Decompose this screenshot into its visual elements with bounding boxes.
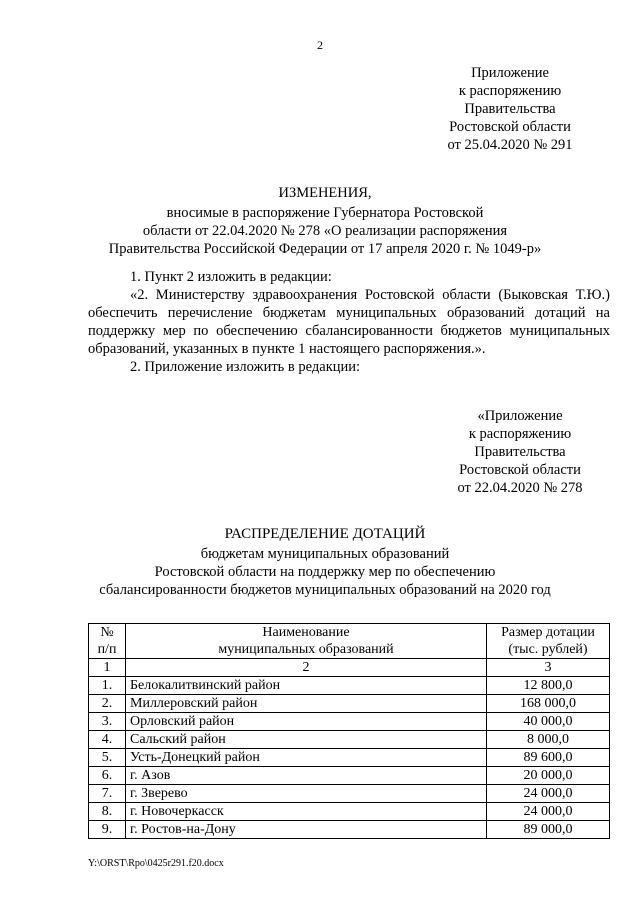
- appendix-line: Приложение: [471, 65, 549, 81]
- appendix-line: Ростовской области: [449, 119, 571, 135]
- row-name: Орловский район: [126, 713, 487, 731]
- paragraph-item-1: 1. Пункт 2 изложить в редакции:: [130, 269, 332, 285]
- appendix-line: Ростовской области: [459, 462, 581, 478]
- row-num: 5.: [89, 749, 126, 767]
- row-num: 3.: [89, 713, 126, 731]
- changes-title: ИЗМЕНЕНИЯ,: [278, 185, 372, 201]
- row-num: 6.: [89, 767, 126, 785]
- row-amount: 168 000,0: [487, 695, 610, 713]
- distribution-subtitle-line: Ростовской области на поддержку мер по обеспечению: [154, 564, 496, 580]
- row-num: 8.: [89, 803, 126, 821]
- paragraph-quoted-point-2: «2. Министерству здравоохранения Ростовской области (Быковская Т.Ю.) обеспечить перечисление бюджетам муниципальных образований дотаций на поддержку мер по обеспечению сбалансированности бюджетов муниципальных образований, указанных в пункте 1 настоящего распоряжения.».: [88, 287, 610, 357]
- table-row: [89, 767, 610, 785]
- row-amount: 89 000,0: [487, 821, 610, 839]
- appendix-quoted: [430, 407, 610, 497]
- changes-subtitle-line: области от 22.04.2020 № 278 «О реализации распоряжения: [142, 223, 508, 239]
- column-number: 2: [126, 659, 487, 677]
- row-amount: 24 000,0: [487, 803, 610, 821]
- row-amount: 12 800,0: [487, 677, 610, 695]
- header-amount: Размер дотации (тыс. рублей): [487, 624, 610, 659]
- row-amount: 89 600,0: [487, 749, 610, 767]
- row-num: 9.: [89, 821, 126, 839]
- row-name: г. Новочеркасск: [126, 803, 487, 821]
- row-name: Сальский район: [126, 731, 487, 749]
- table-row: [89, 731, 610, 749]
- appendix-line: от 25.04.2020 № 291: [447, 137, 573, 153]
- appendix-line: «Приложение: [477, 408, 563, 424]
- row-name: Белокалитвинский район: [126, 677, 487, 695]
- table-column-numbers-row: [89, 659, 610, 677]
- table-row: [89, 677, 610, 695]
- distribution-heading: [60, 525, 590, 599]
- row-amount: 24 000,0: [487, 785, 610, 803]
- table-row: [89, 713, 610, 731]
- file-path-footer: Y:\ORST\Rpo\0425r291.f20.docx: [88, 858, 224, 869]
- row-name: Усть-Донецкий район: [126, 749, 487, 767]
- changes-subtitle-line: Правительства Российской Федерации от 17 апреля 2020 г. № 1049-р»: [108, 241, 542, 257]
- table-row: [89, 821, 610, 839]
- row-amount: 20 000,0: [487, 767, 610, 785]
- page-number: 2: [317, 38, 323, 52]
- distribution-subtitle-line: сбалансированности бюджетов муниципальных образований на 2020 год: [99, 582, 551, 598]
- row-name: Миллеровский район: [126, 695, 487, 713]
- column-number: 1: [89, 659, 126, 677]
- appendix-line: к распоряжению: [458, 83, 562, 99]
- table-row: [89, 695, 610, 713]
- table-row: [89, 749, 610, 767]
- table-row: [89, 803, 610, 821]
- row-name: г. Ростов-на-Дону: [126, 821, 487, 839]
- paragraph-item-2: 2. Приложение изложить в редакции:: [130, 359, 361, 375]
- row-name: г. Азов: [126, 767, 487, 785]
- appendix-line: Правительства: [464, 101, 556, 117]
- appendix-header: [430, 64, 590, 154]
- appendix-line: Правительства: [474, 444, 566, 460]
- appendix-line: к распоряжению: [468, 426, 572, 442]
- distribution-subtitle-line: бюджетам муниципальных образований: [200, 546, 450, 562]
- row-amount: 8 000,0: [487, 731, 610, 749]
- row-name: г. Зверево: [126, 785, 487, 803]
- row-num: 4.: [89, 731, 126, 749]
- header-num: № п/п: [89, 624, 126, 659]
- appendix-line: от 22.04.2020 № 278: [457, 480, 583, 496]
- row-num: 1.: [89, 677, 126, 695]
- changes-subtitle-line: вносимые в распоряжение Губернатора Ростовской: [166, 205, 484, 221]
- row-amount: 40 000,0: [487, 713, 610, 731]
- header-name: Наименование муниципальных образований: [126, 624, 487, 659]
- column-number: 3: [487, 659, 610, 677]
- table-header-row: [89, 624, 610, 659]
- row-num: 2.: [89, 695, 126, 713]
- changes-heading: [60, 184, 590, 258]
- subsidies-table: [88, 623, 610, 839]
- table-row: [89, 785, 610, 803]
- document-body: [88, 268, 610, 376]
- distribution-title: РАСПРЕДЕЛЕНИЕ ДОТАЦИЙ: [224, 526, 426, 542]
- row-num: 7.: [89, 785, 126, 803]
